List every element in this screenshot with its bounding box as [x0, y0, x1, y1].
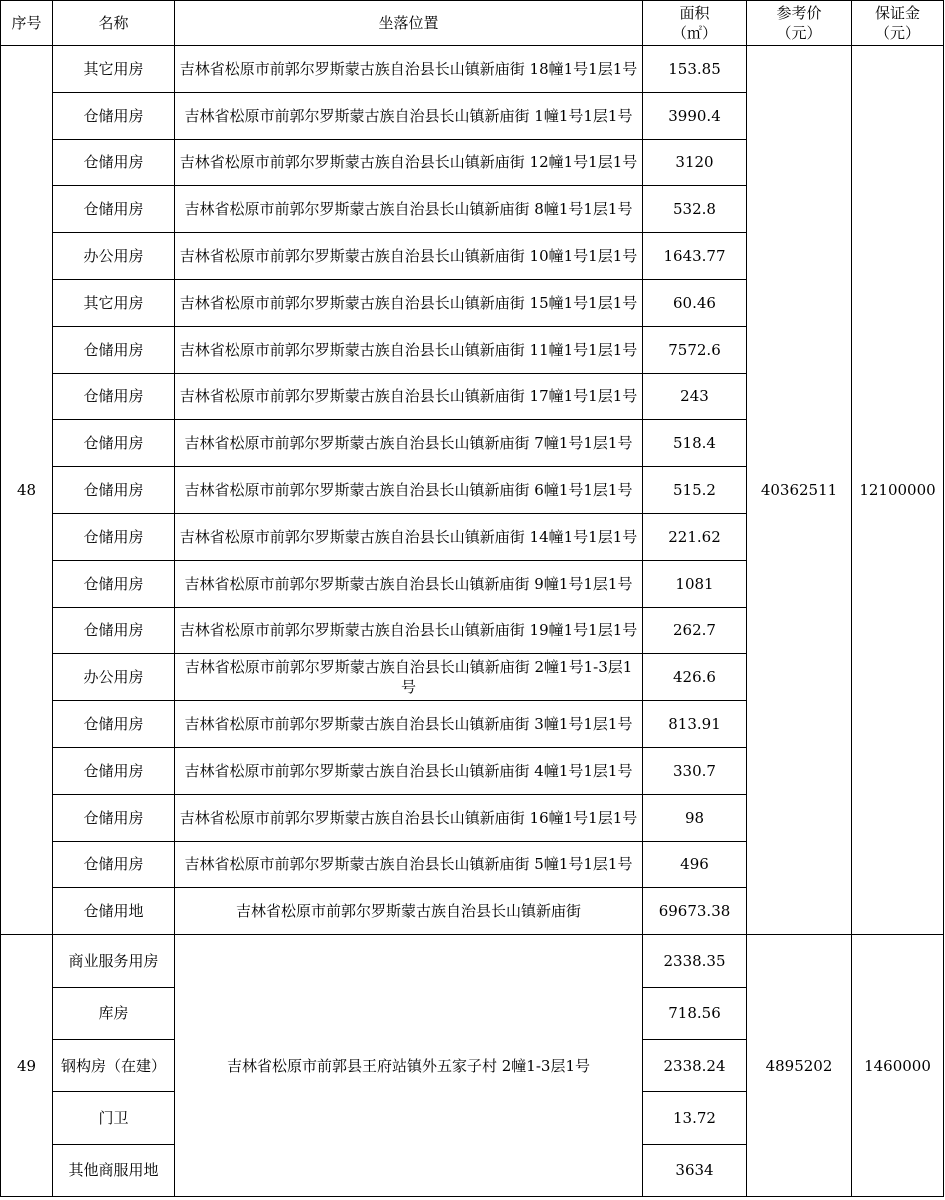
area-cell: 3634: [643, 1144, 747, 1196]
area-cell: 496: [643, 841, 747, 888]
group-48: [1, 46, 944, 935]
location-cell: 吉林省松原市前郭尔罗斯蒙古族自治县长山镇新庙街 5幢1号1层1号: [175, 841, 643, 888]
name-cell: 仓储用房: [53, 513, 175, 560]
area-cell: 515.2: [643, 467, 747, 514]
name-cell: 仓储用房: [53, 467, 175, 514]
area-cell: 7572.6: [643, 326, 747, 373]
name-cell: 钢构房（在建）: [53, 1039, 175, 1091]
name-cell: 库房: [53, 987, 175, 1039]
location-cell: 吉林省松原市前郭尔罗斯蒙古族自治县长山镇新庙街 6幢1号1层1号: [175, 467, 643, 514]
name-cell: 其它用房: [53, 279, 175, 326]
location-cell: 吉林省松原市前郭尔罗斯蒙古族自治县长山镇新庙街 18幢1号1层1号: [175, 46, 643, 93]
location-cell: 吉林省松原市前郭尔罗斯蒙古族自治县长山镇新庙街 7幢1号1层1号: [175, 420, 643, 467]
name-cell: 仓储用房: [53, 841, 175, 888]
header-deposit: 保证金 （元）: [852, 1, 944, 46]
location-cell: 吉林省松原市前郭尔罗斯蒙古族自治县长山镇新庙街 9幢1号1层1号: [175, 560, 643, 607]
location-cell: 吉林省松原市前郭县王府站镇外五家子村 2幢1-3层1号: [175, 935, 643, 1197]
area-cell: 3990.4: [643, 92, 747, 139]
name-cell: 商业服务用房: [53, 935, 175, 987]
location-cell: 吉林省松原市前郭尔罗斯蒙古族自治县长山镇新庙街 2幢1号1-3层1号: [175, 654, 643, 701]
location-cell: 吉林省松原市前郭尔罗斯蒙古族自治县长山镇新庙街 4幢1号1层1号: [175, 747, 643, 794]
name-cell: 仓储用房: [53, 186, 175, 233]
location-cell: 吉林省松原市前郭尔罗斯蒙古族自治县长山镇新庙街 3幢1号1层1号: [175, 701, 643, 748]
name-cell: 办公用房: [53, 654, 175, 701]
name-cell: 仓储用房: [53, 607, 175, 654]
name-cell: 办公用房: [53, 233, 175, 280]
group-49: [1, 935, 944, 1197]
location-cell: 吉林省松原市前郭尔罗斯蒙古族自治县长山镇新庙街 15幢1号1层1号: [175, 279, 643, 326]
name-cell: 仓储用房: [53, 560, 175, 607]
name-cell: 仓储用房: [53, 794, 175, 841]
reference-price-cell: 4895202: [747, 935, 852, 1197]
area-cell: 718.56: [643, 987, 747, 1039]
name-cell: 门卫: [53, 1092, 175, 1144]
area-cell: 426.6: [643, 654, 747, 701]
area-cell: 221.62: [643, 513, 747, 560]
area-cell: 262.7: [643, 607, 747, 654]
location-cell: 吉林省松原市前郭尔罗斯蒙古族自治县长山镇新庙街 10幢1号1层1号: [175, 233, 643, 280]
name-cell: 仓储用房: [53, 139, 175, 186]
area-cell: 243: [643, 373, 747, 420]
area-cell: 532.8: [643, 186, 747, 233]
area-cell: 1643.77: [643, 233, 747, 280]
name-cell: 仓储用房: [53, 326, 175, 373]
name-cell: 仓储用房: [53, 701, 175, 748]
area-cell: 98: [643, 794, 747, 841]
area-cell: 518.4: [643, 420, 747, 467]
seq-cell: 48: [1, 46, 53, 935]
location-cell: 吉林省松原市前郭尔罗斯蒙古族自治县长山镇新庙街 19幢1号1层1号: [175, 607, 643, 654]
location-cell: 吉林省松原市前郭尔罗斯蒙古族自治县长山镇新庙街: [175, 888, 643, 935]
area-cell: 2338.35: [643, 935, 747, 987]
header-row: [1, 1, 944, 46]
name-cell: 其它用房: [53, 46, 175, 93]
location-cell: 吉林省松原市前郭尔罗斯蒙古族自治县长山镇新庙街 11幢1号1层1号: [175, 326, 643, 373]
name-cell: 其他商服用地: [53, 1144, 175, 1196]
seq-cell: 49: [1, 935, 53, 1197]
name-cell: 仓储用房: [53, 747, 175, 794]
header-seq: 序号: [1, 1, 53, 46]
area-cell: 153.85: [643, 46, 747, 93]
location-cell: 吉林省松原市前郭尔罗斯蒙古族自治县长山镇新庙街 12幢1号1层1号: [175, 139, 643, 186]
name-cell: 仓储用房: [53, 420, 175, 467]
area-cell: 813.91: [643, 701, 747, 748]
area-cell: 2338.24: [643, 1039, 747, 1091]
reference-price-cell: 40362511: [747, 46, 852, 935]
name-cell: 仓储用房: [53, 373, 175, 420]
table-row: [1, 935, 944, 987]
area-cell: 69673.38: [643, 888, 747, 935]
location-cell: 吉林省松原市前郭尔罗斯蒙古族自治县长山镇新庙街 8幢1号1层1号: [175, 186, 643, 233]
header-name: 名称: [53, 1, 175, 46]
location-cell: 吉林省松原市前郭尔罗斯蒙古族自治县长山镇新庙街 14幢1号1层1号: [175, 513, 643, 560]
header-area: 面积 （㎡）: [643, 1, 747, 46]
location-cell: 吉林省松原市前郭尔罗斯蒙古族自治县长山镇新庙街 1幢1号1层1号: [175, 92, 643, 139]
table-row: [1, 46, 944, 93]
deposit-cell: 1460000: [852, 935, 944, 1197]
location-cell: 吉林省松原市前郭尔罗斯蒙古族自治县长山镇新庙街 16幢1号1层1号: [175, 794, 643, 841]
header-location: 坐落位置: [175, 1, 643, 46]
location-cell: 吉林省松原市前郭尔罗斯蒙古族自治县长山镇新庙街 17幢1号1层1号: [175, 373, 643, 420]
area-cell: 60.46: [643, 279, 747, 326]
area-cell: 330.7: [643, 747, 747, 794]
area-cell: 3120: [643, 139, 747, 186]
header-reference-price: 参考价 （元）: [747, 1, 852, 46]
name-cell: 仓储用房: [53, 92, 175, 139]
deposit-cell: 12100000: [852, 46, 944, 935]
area-cell: 1081: [643, 560, 747, 607]
name-cell: 仓储用地: [53, 888, 175, 935]
area-cell: 13.72: [643, 1092, 747, 1144]
